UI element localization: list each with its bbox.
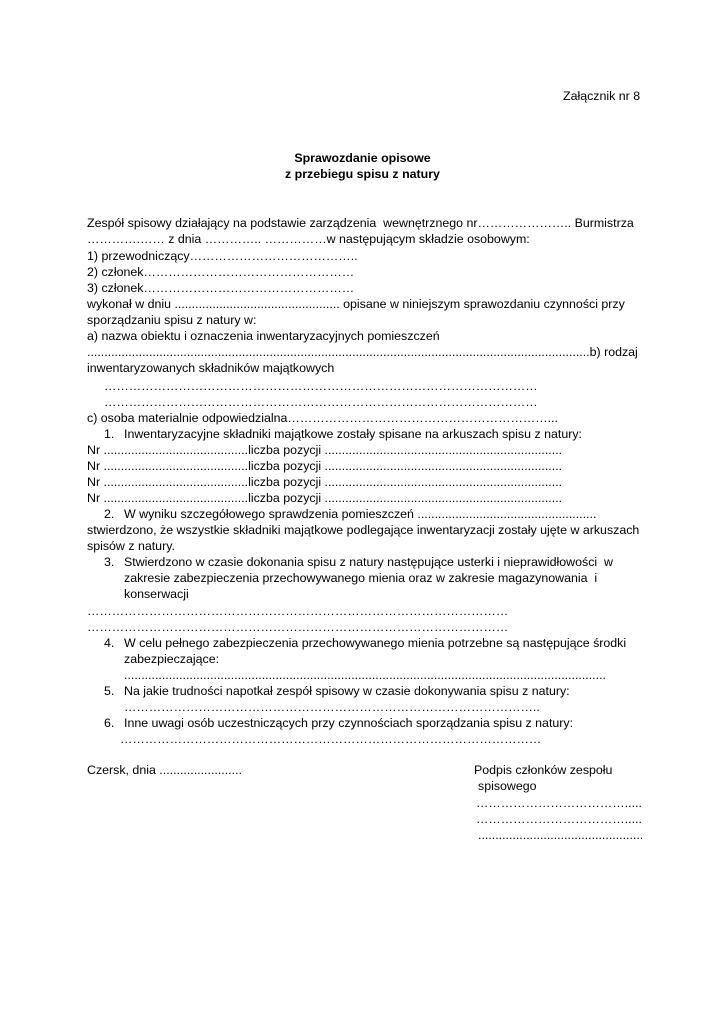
signature-line: ................................................ [478, 828, 644, 842]
point-text: Stwierdzono w czasie dokonania spisu z natury następujące usterki i nieprawidłowości w [124, 555, 613, 569]
dotted-line: ………………………………………………………………………………………… [87, 604, 509, 618]
point-text: Inne uwagi osób uczestniczących przy czynnościach sporządzania spisu z natury: [124, 716, 574, 730]
point-number: 2. [104, 507, 115, 521]
member-line: 3) członek…………………………………………… [87, 281, 355, 295]
intro-line: wykonał w dniu ................................................ opisane w niniejszym sprawozdaniu czynności przy [87, 297, 625, 311]
point-text: W celu pełnego zabezpieczenia przechowywanego mienia potrzebne są następujące środki [124, 636, 627, 650]
signature-title: Podpis członków zespołu [474, 763, 613, 777]
sheet-row: Nr ..........................................liczba pozycji ..................................................................... [87, 443, 563, 457]
responsible-person-line: c) osoba materialnie odpowiedzialna………………………………………………………... [87, 411, 558, 425]
point-number: 3. [104, 555, 115, 569]
point-text: Inwentaryzacyjne składniki majątkowe zostały spisane na arkuszach spisu z natury: [124, 427, 582, 441]
intro-line: ………….…… z dnia ………….. ……………w następującym składzie osobowym: [87, 232, 530, 246]
point-text: stwierdzono, że wszystkie składniki majątkowe podlegające inwentaryzacji zostały ujęte w arkuszach [87, 523, 640, 537]
document-subtitle: z przebiegu spisu z natury [285, 167, 440, 181]
sheet-row: Nr ..........................................liczba pozycji ..................................................................... [87, 459, 563, 473]
sheet-row: Nr ..........................................liczba pozycji ..................................................................... [87, 491, 563, 505]
intro-line: ..................................................................................................................................................b) rodzaj [87, 345, 638, 359]
signature-title: spisowego [478, 779, 537, 793]
point-text: spisów z natury. [87, 539, 175, 553]
dotted-line: ............................................................................................................................................ [124, 668, 606, 682]
intro-line: inwentaryzowanych składników majątkowych [87, 361, 335, 375]
signature-line: ………………………………..... [476, 796, 642, 810]
dotted-line: ……………………………………………………………………………………….. [124, 700, 540, 714]
intro-line: sporządzaniu spisu z natury w: [87, 313, 257, 327]
place-date-line: Czersk, dnia ........................ [87, 763, 242, 777]
dotted-line: …………………………………………………………………………………………… [104, 395, 538, 409]
document-title: Sprawozdanie opisowe [294, 151, 431, 165]
point-number: 5. [104, 684, 115, 698]
signature-line: ………………………………..... [476, 812, 642, 826]
member-line: 2) członek…………………………………………… [87, 265, 355, 279]
dotted-line: ………………………………………………………………………………………… [120, 732, 542, 746]
intro-line: Zespół spisowy działający na podstawie zarządzenia wewnętrznego nr………………….. Burmistrza [87, 216, 634, 230]
annex-label: Załącznik nr 8 [563, 89, 641, 103]
sheet-row: Nr ..........................................liczba pozycji ..................................................................... [87, 475, 563, 489]
dotted-line: …………………………………………………………………………………………… [104, 379, 538, 393]
chairman-line: 1) przewodniczący………………………………….. [87, 249, 358, 263]
dotted-line: ………………………………………………………………………………………… [87, 620, 509, 634]
point-text: W wyniku szczegółowego sprawdzenia pomieszczeń .................................................... [124, 507, 597, 521]
point-text: konserwacji [124, 587, 189, 601]
point-text: zakresie zabezpieczenia przechowywanego mienia oraz w zakresie magazynowania i [124, 571, 598, 585]
point-text: zabezpieczające: [124, 652, 220, 666]
point-number: 4. [104, 636, 115, 650]
object-name-line: a) nazwa obiektu i oznaczenia inwentaryzacyjnych pomieszczeń [87, 329, 440, 343]
point-number: 1. [104, 427, 115, 441]
point-text: Na jakie trudności napotkał zespół spisowy w czasie dokonywania spisu z natury: [124, 684, 570, 698]
point-number: 6. [104, 716, 115, 730]
